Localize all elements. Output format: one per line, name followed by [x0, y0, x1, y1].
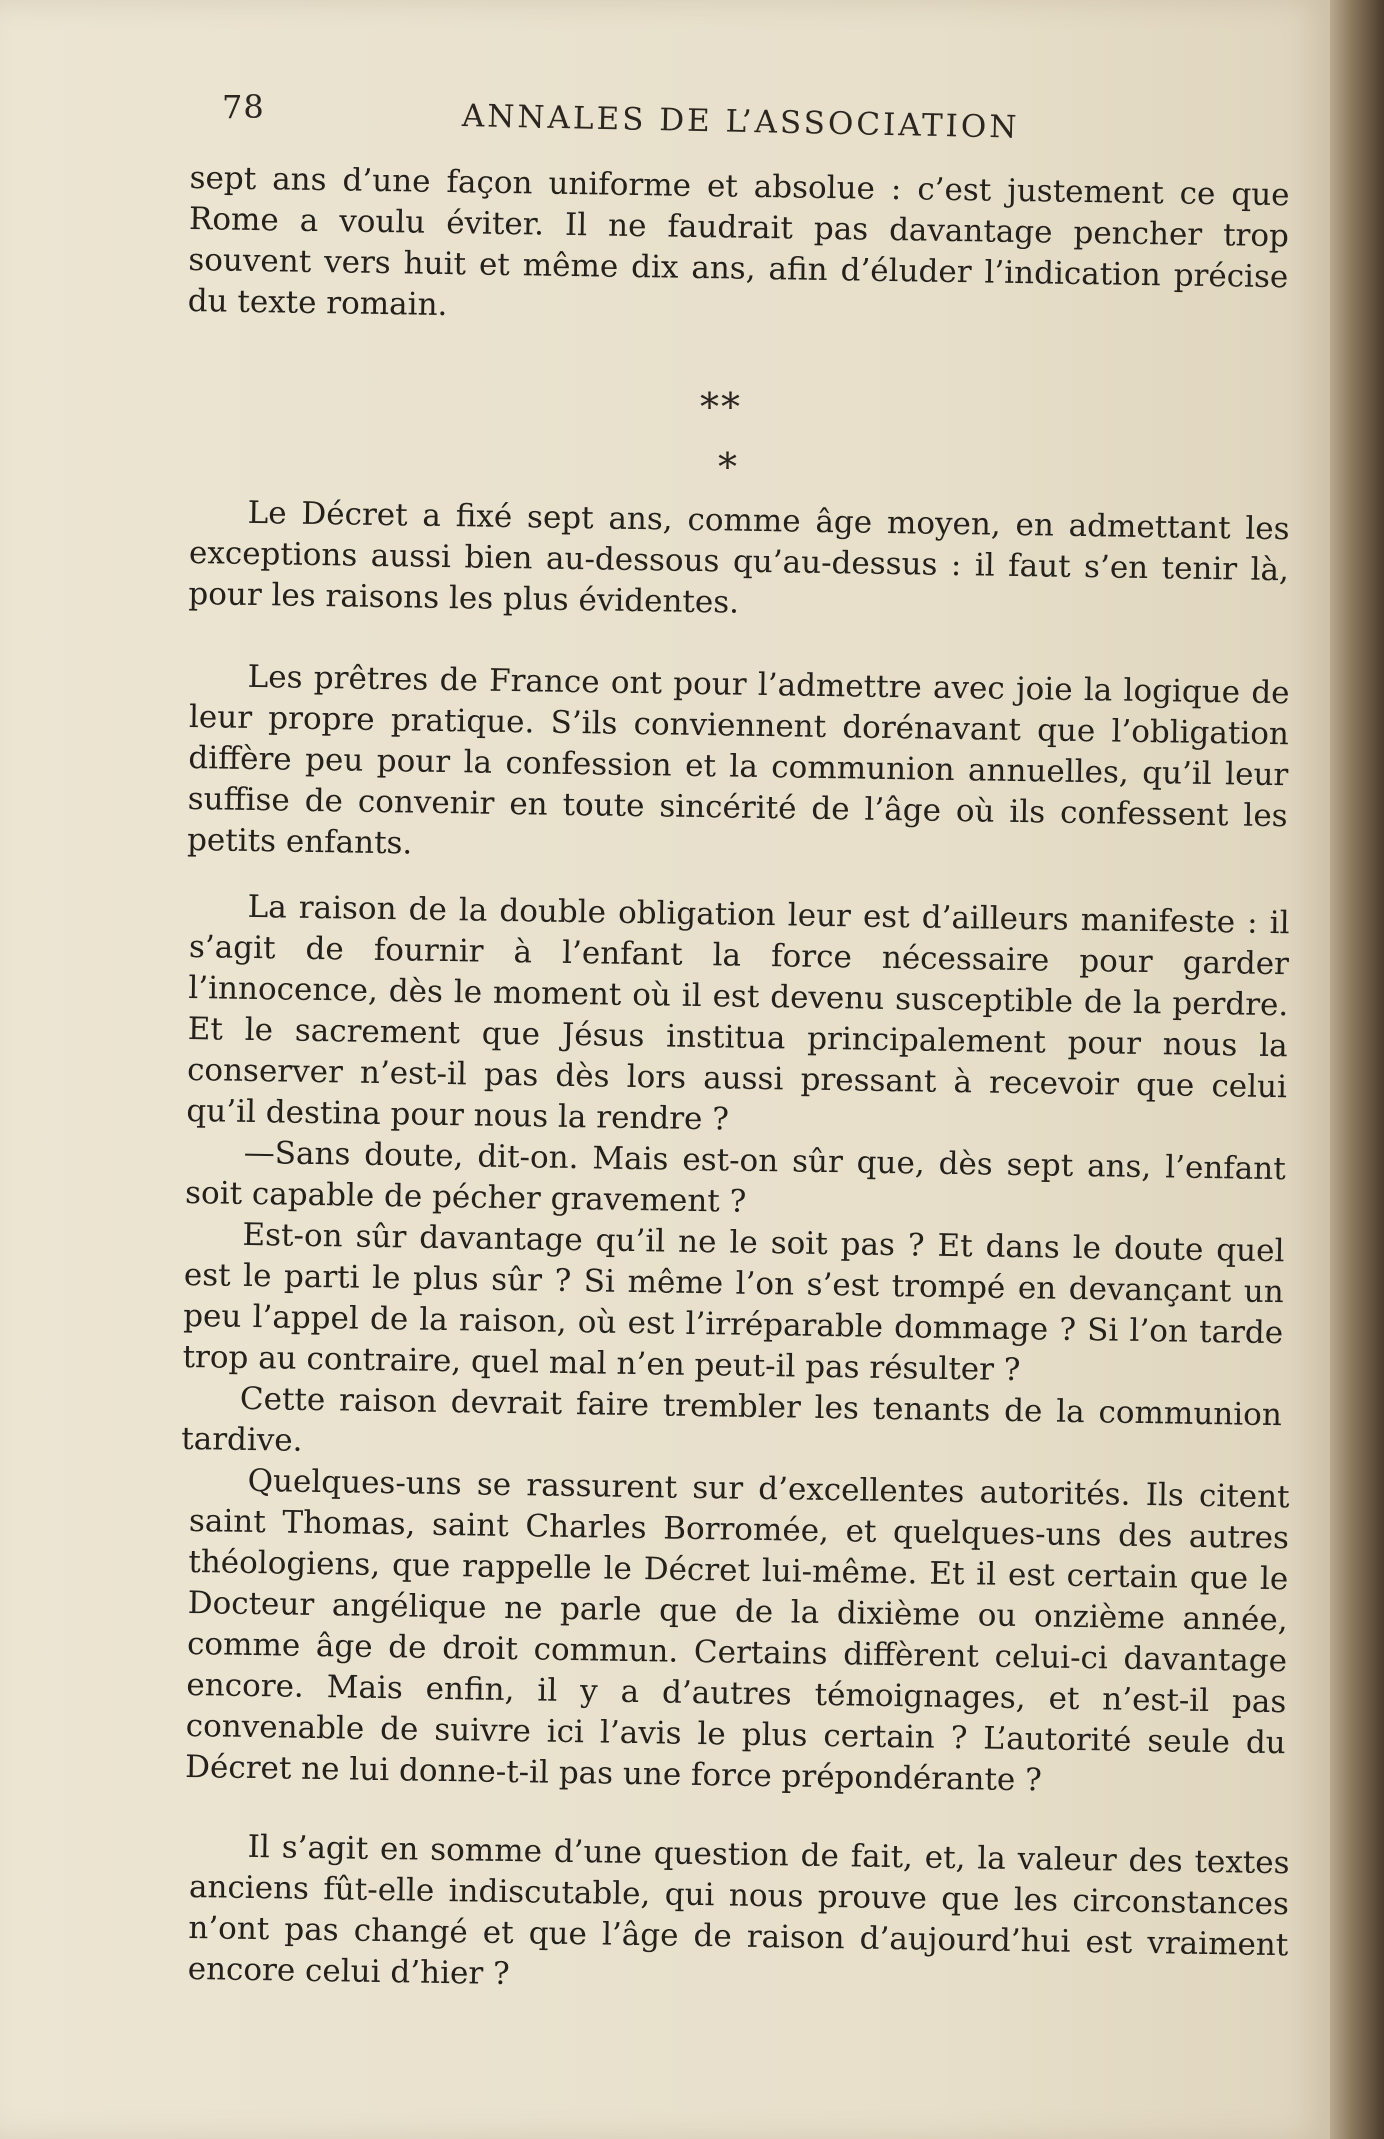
paragraph: Quelques-uns se rassurent sur d’excellentes autorités. Ils citent saint Thomas, saint Charles Borromée, et quelques-uns des autres théologiens, que rappelle le Décret lui-même. Et il est certain que le Docteur angélique ne parle que de la dixième ou onzième année, comme âge de droit commun. Certains diffèrent celui-ci davantage encore. Mais enfin, il y a d’autres témoignages, et n’est-il pas convenable de suivre ici l’avis le plus certain ? L’autorité seule du Décret ne lui donne-t-il pas une force prépondérante ? [184, 1462, 1290, 1799]
page-header [222, 80, 1042, 150]
paragraph-block [187, 656, 1290, 878]
asterism-top: ** [700, 385, 742, 429]
paragraph-continuation [187, 158, 1289, 339]
asterism-bottom: * [718, 445, 739, 489]
paragraph: Est-on sûr davantage qu’il ne le soit pas ? Et dans le doute quel est le parti le plus sûr ? Si même l’on s’est trompé en devançant un peu l’appel de la raison, où est l’irréparable dommage ? Si l’on tarde trop au contraire, quel mal n’en peut-il pas résulter ? [182, 1216, 1285, 1389]
page-number: 78 [222, 88, 265, 126]
paragraph-block [188, 492, 1290, 632]
paragraph: Les prêtres de France ont pour l’admettre avec joie la logique de leur propre pratique. S’ils conviennent dorénavant que l’obligation diffère peu pour la confession et la communion annuelles, qu’il leur suffise de convenir en toute sincérité de l’âge où ils confessent les petits enfants. [186, 658, 1290, 862]
paragraph: Le Décret a fixé sept ans, comme âge moyen, en admettant les exceptions aussi bien au-dessous qu’au-dessus : il faut s’en tenir là, pour les raisons les plus évidentes. [188, 494, 1290, 621]
paragraph-block [187, 1826, 1289, 2007]
paragraph: Cette raison devrait faire trembler les tenants de la communion tardive. [181, 1380, 1283, 1459]
paragraph: —Sans doute, dit-on. Mais est-on sûr que, dès sept ans, l’enfant soit capable de pécher gravement ? [184, 1134, 1286, 1220]
running-head: ANNALES DE L’ASSOCIATION [461, 98, 1020, 146]
paragraph-block [185, 1460, 1290, 1805]
paragraph: La raison de la double obligation leur est d’ailleurs manifeste : il s’agit de fournir à l’enfant la force nécessaire pour garder l’innocence, dès le moment où il est devenu susceptible de la perdre. Et le sacrement que Jésus institua principalement pour nous la conserver n’est-il pas dès lors aussi pressant à recevoir que celui qu’il destina pour nous la rendre ? [186, 888, 1290, 1138]
book-spine-edge [1330, 0, 1384, 2139]
paragraph: Il s’agit en somme d’une question de fait, et, la valeur des textes anciens fût-elle indiscutable, qui nous prouve que les circonstances n’ont pas changé et que l’âge de raison d’aujourd’hui est vraiment encore celui d’hier ? [187, 1828, 1290, 1993]
paragraph: sept ans d’une façon uniforme et absolue : c’est justement ce que Rome a voulu éviter. Il ne faudrait pas davantage pencher trop souvent vers huit et même dix ans, afin d’éluder l’indication précise du texte romain. [187, 159, 1290, 324]
paragraph-block [181, 886, 1290, 1477]
section-break-asterism [700, 385, 742, 489]
